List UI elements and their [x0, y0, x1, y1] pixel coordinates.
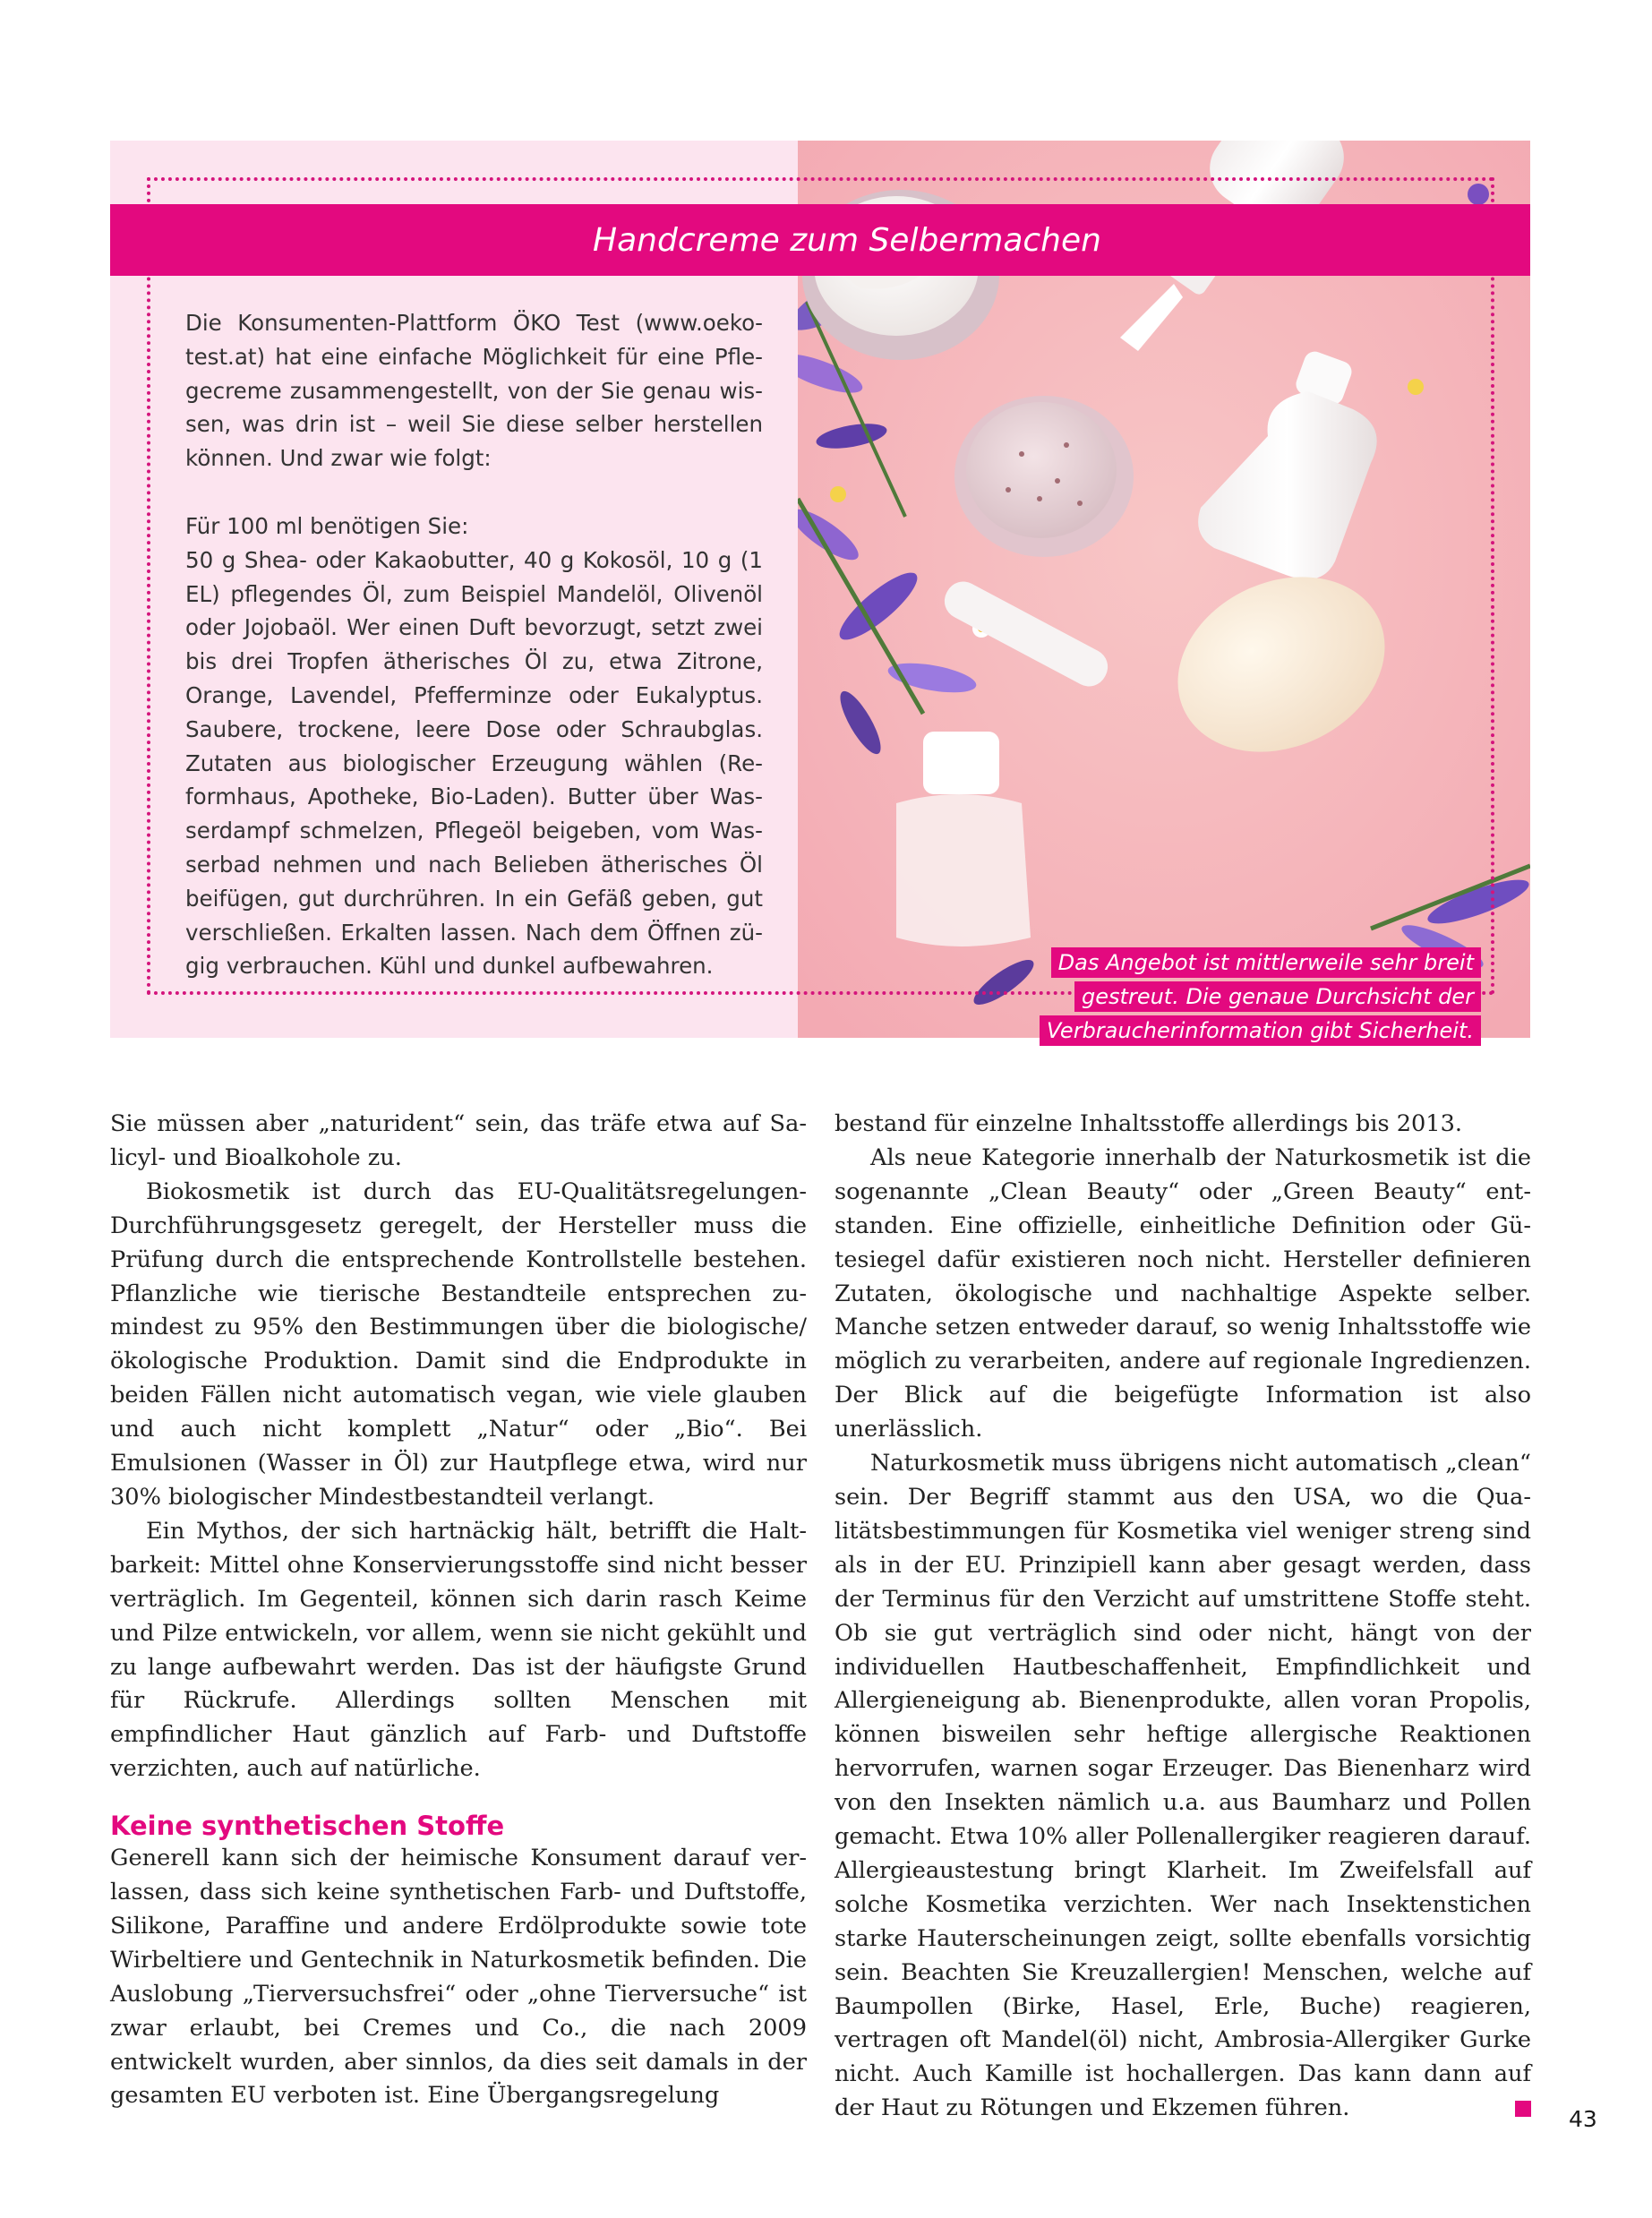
paragraph: [835, 1447, 1531, 2126]
paragraph: Sie müssen aber „naturident“ sein, das träfe etwa auf Salicyl- und Bioalkohole zu.: [110, 1110, 807, 1171]
paragraph: Als neue Kategorie innerhalb der Naturkosmetik ist die sogenannte „Clean Beauty“ oder „Green Beauty“ entstanden. Eine offizielle, einheitliche Definition oder Gütesiegel dafür existieren noch nicht. Hersteller definieren Zutaten, ökologische und nachhaltige Aspekte selber. Manche setzen entweder darauf, so wenig Inhaltsstoffe wie möglich zu verarbeiten, andere auf regionale Ingredienzen. Der Blick auf die beigefügte Information ist also unerlässlich.: [835, 1143, 1531, 1443]
end-mark-icon: [1515, 2101, 1531, 2117]
photo-caption-text: Das Angebot ist mittlerweile sehr breit gestreut. Die genaue Durchsicht der Verbraucherinformation gibt Sicherheit.: [1040, 947, 1481, 1046]
sidebar-title: Handcreme zum Selbermachen: [110, 204, 1530, 276]
sidebar-intro: Die Konsumenten-Plattform ÖKO Test (www.oekotest.at) hat eine einfache Möglichkeit für eine Pflegecreme zusammengestellt, von der Sie genau wissen, was drin ist – weil Sie diese selber herstellen können. Und zwar wie folgt:: [185, 310, 763, 472]
section-heading: Keine synthetischen Stoffe: [110, 1811, 505, 1842]
paragraph: Biokosmetik ist durch das EU-Qualitätsregelungen-Durchführungsgesetz geregelt, der Hersteller muss die Prüfung durch die entsprechende Kontrollstelle bestehen. Pflanzliche wie tierische Bestandteile entsprechen zumindest zu 95% den Bestimmungen über die biologische/ökologische Produktion. Damit sind die Endprodukte in beiden Fällen nicht automatisch vegan, wie viele glauben und auch nicht komplett „Natur“ oder „Bio“. Bei Emulsionen (Wasser in Öl) zur Hautpflege etwa, wird nur 30% biologischer Mindestbestandteil verlangt.: [110, 1178, 807, 1511]
sidebar-text: [185, 306, 763, 983]
paragraph: bestand für einzelne Inhaltsstoffe allerdings bis 2013.: [835, 1110, 1462, 1137]
paragraph-text: Naturkosmetik muss übrigens nicht automatisch „clean“ sein. Der Begriff stammt aus den USA, wo die Qualitätsbestimmungen für Kosmetika viel weniger streng sind als in der EU. Prinzipiell kann aber gesagt werden, dass der Terminus für den Verzicht auf umstrittene Stoffe steht. Ob sie gut verträglich sind oder nicht, hängt von der individuellen Hautbeschaffenheit, Empfindlichkeit und Allergieneigung ab. Bienenprodukte, allen voran Propolis, können bisweilen sehr heftige allergische Reaktionen hervorrufen, warnen sogar Erzeuger. Das Bienenharz wird von den Insekten nämlich u.a. aus Baumharz und Pollen gemacht. Etwa 10% aller Pollenallergiker reagieren darauf. Allergieaustestung bringt Klarheit. Im Zweifelsfall auf solche Kosmetika verzichten. Wer nach Insektenstichen starke Hauterscheinungen zeigt, sollte ebenfalls vorsichtig sein. Beachten Sie Kreuzallergien! Menschen, welche auf Baumpollen (Birke, Hasel, Erle, Buche) reagieren, vertragen oft Mandel(öl) nicht, Ambrosia-Allergiker Gurke nicht. Auch Kamille ist hochallergen. Das kann dann auf der Haut zu Rötungen und Ekzemen führen.: [835, 1450, 1531, 2122]
scrub-jar-icon: [954, 396, 1134, 557]
paragraph: Ein Mythos, der sich hartnäckig hält, betrifft die Haltbarkeit: Mittel ohne Konservierungsstoffe sind nicht besser verträglich. Im Gegenteil, können sich darin rasch Keime und Pilze entwickeln, vor allem, wenn sie nicht gekühlt und zu lange aufbewahrt werden. Das ist der häufigste Grund für Rückrufe. Allerdings sollten Menschen mit empfindlicher Haut gänzlich auf Farb- und Duftstoffe verzichten, auch auf natürliche.: [110, 1517, 807, 1783]
photo-caption: [997, 946, 1481, 1048]
page-number: 43: [1569, 2106, 1597, 2132]
paragraph: Generell kann sich der heimische Konsument darauf verlassen, dass sich keine synthetischen Farb- und Duftstoffe, Silikone, Paraffine und andere Erdölprodukte sowie tote Wirbeltiere und Gentechnik in Naturkosmetik befinden. Die Auslobung „Tierversuchsfrei“ oder „ohne Tierversuche“ ist zwar erlaubt, bei Cremes und Co., die nach 2009 entwickelt wurden, aber sinnlos, da dies seit damals in der gesamten EU verboten ist. Eine Übergangsregelung: [110, 1845, 807, 2110]
article-column-left: [110, 1108, 807, 2113]
recipe-text: 50 g Shea- oder Kakaobutter, 40 g Kokosöl, 10 g (1 EL) pflegendes Öl, zum Beispiel Mandelöl, Olivenöl oder Jojobaöl. Wer einen Duft bevorzugt, setzt zwei bis drei Tropfen ätherisches Öl zu, etwa Zitrone, Orange, Lavendel, Pfefferminze oder Eukalyptus. Saubere, trockene, leere Dose oder Schraubglas. Zutaten aus biologischer Erzeugung wählen (Reformhaus, Apotheke, Bio-Laden). Butter über Wasserdampf schmelzen, Pflegeöl beigeben, vom Wasserbad nehmen und nach Belieben ätherisches Öl beifügen, gut durchrühren. In ein Gefäß geben, gut verschließen. Erkalten lassen. Nach dem Öffnen zügig verbrauchen. Kühl und dunkel aufbewahren.: [185, 546, 763, 980]
dotted-frame-right: [1491, 177, 1494, 995]
recipe-block: [185, 510, 763, 983]
dotted-frame-left: [147, 177, 150, 995]
recipe-heading: Für 100 ml benötigen Sie:: [185, 512, 469, 539]
article-column-right: [835, 1108, 1531, 2126]
dotted-frame-top: [147, 177, 1494, 181]
